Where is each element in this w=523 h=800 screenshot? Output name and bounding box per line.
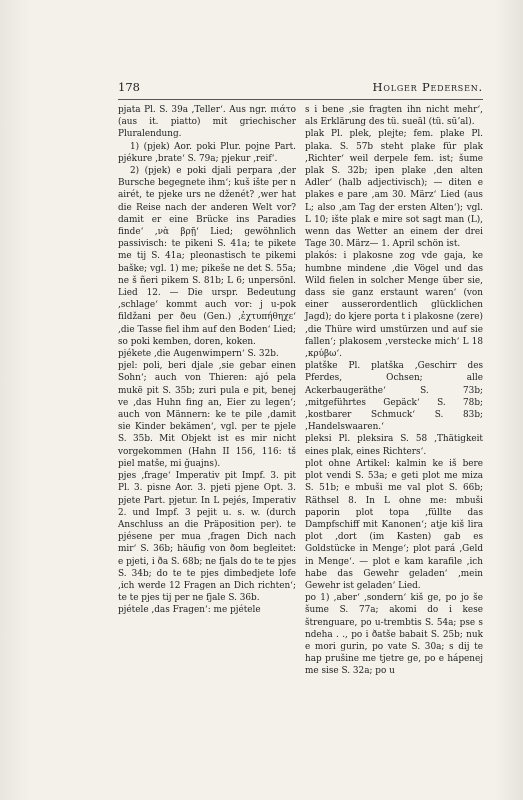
page-header — [118, 80, 483, 96]
left-column — [118, 104, 296, 617]
dictionary-entry: 2) (pjek) e poki djali perpara ‚der Bursche begegnete ihm‘; kuš ište per n airét, te pjeke urs ne dženét? ‚wer hat die Reise nach der anderen Welt vor? damit er eine Brücke ins Paradies finde‘ ‚νὰ βρῇ‘ Lied; gewöhnlich passivisch: te pikeni S. 41a; te pikete me tij S. 41a; pleonastisch te pikemi baške; vgl. 1) me; pikeše ne det S. 55a; ne š ñeri pikem S. 81b; L 6; unpersönl. Lied 12. — Die urspr. Bedeutung ‚schlage‘ kommt auch vor: j u-pok fildžani per ðeu (Gen.) ‚ἐχτυπήθηχε‘ ‚die Tasse fiel ihm auf den Boden‘ Lied; so poki kemben, doren, koken. — [118, 166, 296, 347]
header-rule — [118, 99, 483, 100]
dictionary-entry: pjétele ‚das Fragen‘: me pjétele — [118, 605, 261, 616]
running-head: Holger Pedersen. — [372, 80, 483, 94]
dictionary-entry: pjes ‚frage‘ Imperativ pit Impf. 3. pit Pl. 3. pisne Aor. 3. pjeti pjene Opt. 3. pjete Part. pjetur. In L pejés, Imperativ 2. und Impf. 3 pejit u. s. w. (durch Anschluss an die Präposition per). te pjésene per mua ‚fragen Dich nach mir‘ S. 36b; häufig von ðom begleitet: e pjeti, i ða S. 68b; ne fjals do te te pjes S. 34b; do te te pjes dimbedjete lofe ‚ich werde 12 Fragen an Dich richten‘; te te pjes tij per ne fjale S. 36b. — [118, 471, 296, 604]
dictionary-entry: pleksi Pl. pleksira S. 58 ‚Thätigkeit eines plak, eines Richters‘. — [305, 434, 483, 457]
dictionary-entry: plakós: i plakosne zog vde gaja, ke humbne mindene ‚die Vögel und das Wild fielen in solcher Menge über sie, dass sie ganz erstaunt waren‘ (von einer ausserordentlich glücklichen Jagd); do kjere porta t i plakosne (zere) ‚die Thüre wird umstürzen und auf sie fallen‘; plakosem ‚verstecke mich‘ L 18 ‚κρύβω‘. — [305, 251, 483, 360]
dictionary-entry: 1) (pjek) Aor. poki Plur. pojne Part. pjékure ‚brate‘ S. 79a; pjekur ‚reif‘. — [118, 141, 296, 164]
dictionary-entry: plak Pl. plek, plejte; fem. plake Pl. plaka. S. 57b steht plake für plak ‚Richter‘ weil derpele fem. ist; šume plak S. 32b; ipen plake ‚den alten Adler‘ (halb adjectivisch); — diten e plakes e pare ‚am 30. März‘ Lied (aus L; also ‚am Tag der ersten Alten‘); vgl. L 10; ište plak e mire sot sagt man (L), wenn das Wetter an einem der drei Tage 30. März— 1. April schön ist. — [305, 129, 483, 250]
dictionary-entry: pjata Pl. S. 39a ‚Teller‘. Aus ngr. πιάτο (aus it. piatto) mit griechischer Pluralendung. — [118, 105, 296, 140]
dictionary-entry: pjel: poli, beri djale ‚sie gebar einen Sohn‘; auch von Thieren: ajó pela mukë pit S. 35b; zuri pula e pit, benej ve ‚das Huhn fing an, Eier zu legen‘; auch von Männern: ke te pile ‚damit sie Kinder bekämen‘, vgl. per te pjele S. 35b. Mit Objekt ist es mir nicht vorgekommen (Hahn II 156, 116: tš piel matše, mi ğuajns). — [118, 361, 296, 469]
dictionary-entry: platške Pl. platška ‚Geschirr des Pferdes, Ochsen; alle Ackerbaugeräthe‘ S. 73b; ‚mitgeführtes Gepäck‘ S. 78b; ‚kostbarer Schmuck‘ S. 83b; ‚Handelswaaren.‘ — [305, 361, 483, 433]
dictionary-entry: po 1) ‚aber‘ ‚sondern‘ kiš ge, po jo še šume S. 77a; akomi do i kese štrenguare, po u-trembtis S. 54a; pse s ndeha . ., po i ðatše babait S. 25b; nuk e mori gurin, po vate S. 30a; s dij te hap prušine me tjetre ge, po e hápenej me sise S. 32a; po u — [305, 593, 483, 677]
dictionary-entry: plot ohne Artikel: kalmin ke iš bere plot vendi S. 53a; e geti plot me miza S. 51b; e mbuši me val plot S. 66b; Räthsel 8. In L ohne me: mbuši paporin plot topa ‚füllte das Dampfschiff mit Kanonen‘; atje kiš lira plot ‚dort (im Kasten) gab es Goldstücke in Menge‘; plot pará ‚Geld in Menge‘. — plot e kam karafile ‚ich habe das Gewehr geladen‘ ‚mein Gewehr ist geladen‘ Lied. — [305, 458, 483, 591]
dictionary-entry: pjékete ‚die Augenwimpern‘ S. 32b. — [118, 349, 279, 360]
right-column — [305, 104, 483, 678]
page-number: 178 — [118, 80, 140, 94]
dictionary-entry: s i bene ‚sie fragten ihn nicht mehr‘, als Erklärung des tü. sueāl (tü. sūʼal). — [305, 105, 483, 128]
